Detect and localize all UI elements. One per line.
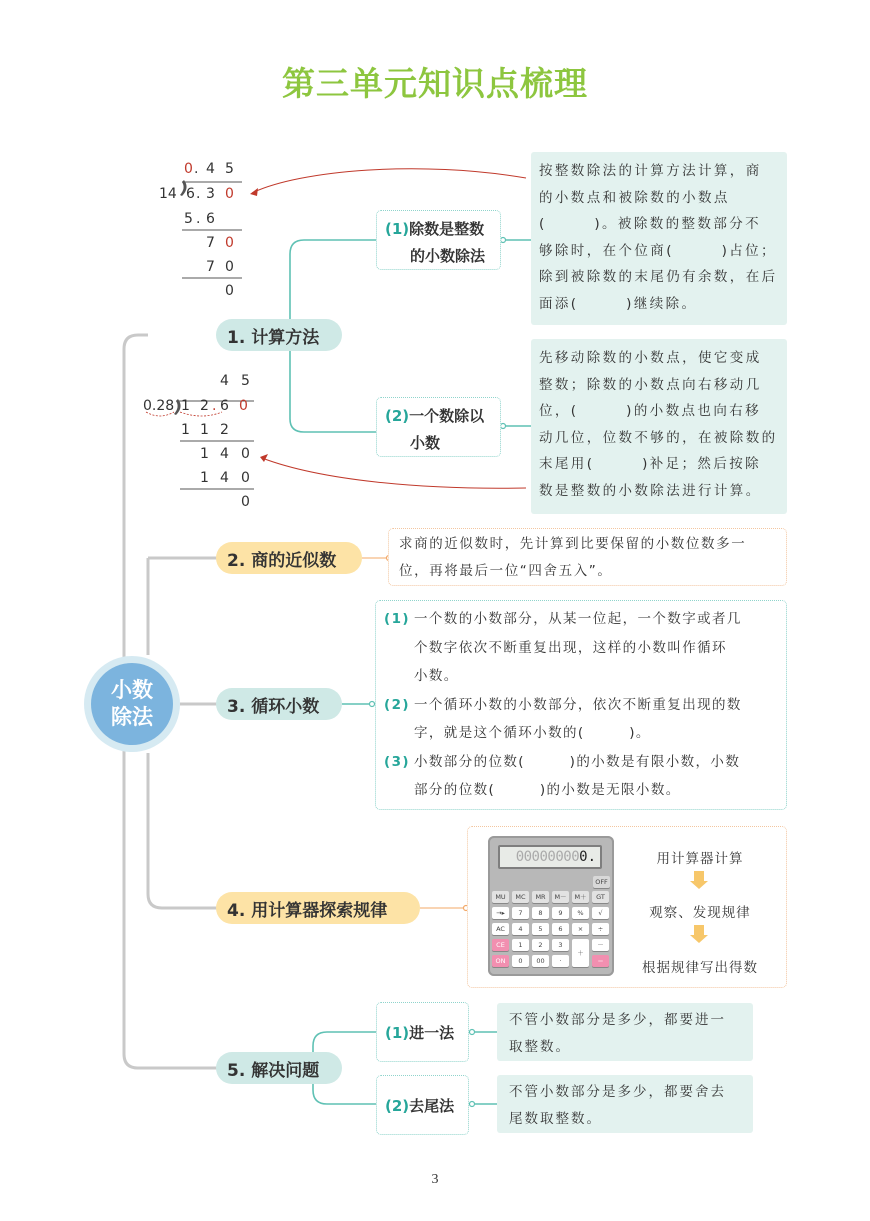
note-line: 按整数除法的计算方法计算，商 bbox=[539, 163, 762, 179]
calculator-key: GT bbox=[592, 891, 609, 903]
step-digit: 4 bbox=[220, 470, 229, 486]
item-line: 一个数的小数部分，从某一位起，一个数字或者几 bbox=[414, 611, 742, 627]
flow-step-2: 观察、发现规律 bbox=[649, 905, 751, 921]
calculator-box bbox=[467, 826, 787, 988]
down-arrow-icon bbox=[690, 881, 708, 889]
step-digit: 1 bbox=[200, 446, 209, 462]
calculator-key: MR bbox=[532, 891, 549, 903]
repeating-decimal-box bbox=[375, 600, 787, 810]
long-division-1 bbox=[150, 158, 260, 308]
dividend-digit: 0 bbox=[239, 398, 248, 414]
approx-quotient-box bbox=[388, 528, 787, 586]
note-divide-by-decimal bbox=[531, 339, 787, 514]
step-digit: 6 bbox=[206, 211, 215, 227]
repeating-item bbox=[384, 605, 780, 691]
branch-problem-solving: 5. 解决问题 bbox=[216, 1052, 342, 1084]
calculator-key: AC bbox=[492, 923, 509, 935]
dividend-digit: 2 bbox=[200, 398, 209, 414]
branch-repeating-decimal: 3. 循环小数 bbox=[216, 688, 342, 720]
note-line: 除到被除数的末尾仍有余数，在后 bbox=[539, 269, 778, 285]
calculator-key: 1 bbox=[512, 939, 529, 951]
repeating-item bbox=[384, 691, 780, 748]
sub-label-line2: 的小数除法 bbox=[410, 247, 486, 265]
note-line: 够除时，在个位商( )占位； bbox=[539, 242, 777, 259]
step-digit: 1 bbox=[200, 422, 209, 438]
display-value: 0. bbox=[579, 849, 596, 865]
sub-number: (2) bbox=[385, 407, 410, 425]
sub-label: 去尾法 bbox=[409, 1097, 455, 1115]
calculator-key: ON bbox=[492, 955, 509, 967]
sub-number: (2) bbox=[385, 1097, 410, 1115]
calculator-key: →▸ bbox=[492, 907, 509, 919]
step-digit: 7 bbox=[206, 235, 215, 251]
calculator-key: － bbox=[592, 939, 609, 951]
note-line: 动几位，位数不够的，在被除数的 bbox=[539, 429, 778, 446]
step-digit: 0 bbox=[225, 283, 234, 299]
page-number: 3 bbox=[431, 1172, 439, 1187]
calculator-key: M－ bbox=[552, 891, 569, 903]
calculator-key: 5 bbox=[532, 923, 549, 935]
divisor: 0.28 bbox=[143, 398, 175, 414]
calculator-key: 7 bbox=[512, 907, 529, 919]
calculator-key: 0 bbox=[512, 955, 529, 967]
branch-calculator-patterns: 4. 用计算器探索规律 bbox=[216, 892, 420, 924]
step-digit: 4 bbox=[220, 446, 229, 462]
calculator-key: ＝ bbox=[592, 955, 609, 967]
note-line: 尾数取整数。 bbox=[509, 1110, 602, 1127]
calculator-key: · bbox=[552, 955, 569, 967]
calculator-key: ＋ bbox=[572, 939, 589, 967]
quotient-digit: 0 bbox=[184, 161, 193, 177]
dividend-digit: . bbox=[196, 186, 201, 202]
note-line: ( )。被除数的整数部分不 bbox=[539, 216, 762, 232]
step-digit: 1 bbox=[200, 470, 209, 486]
dividend-digit: 6 bbox=[186, 186, 195, 202]
note-line: 位，( )的小数点也向右移 bbox=[539, 403, 762, 419]
flow-step-1: 用计算器计算 bbox=[656, 851, 744, 867]
dividend-digit: 0 bbox=[225, 186, 234, 202]
step-digit: 5 bbox=[184, 211, 193, 227]
item-line: 个数字依次不断重复出现，这样的小数叫作循环 bbox=[414, 639, 727, 656]
repeating-item bbox=[384, 748, 780, 805]
sub-round-up bbox=[376, 1002, 469, 1062]
dividend-digit: 1 bbox=[181, 398, 190, 414]
item-line: 小数。 bbox=[414, 668, 459, 684]
sub-number: (1) bbox=[385, 220, 410, 238]
sub-label: 进一法 bbox=[409, 1024, 455, 1042]
note-line: 先移动除数的小数点，使它变成 bbox=[539, 350, 762, 366]
note-line: 取整数。 bbox=[509, 1038, 571, 1055]
step-digit: 0 bbox=[225, 259, 234, 275]
note-line: 面添( )继续除。 bbox=[539, 295, 698, 312]
step-digit: 2 bbox=[220, 422, 229, 438]
dividend-digit: 3 bbox=[206, 186, 215, 202]
item-number: (2) bbox=[384, 696, 410, 713]
note-line: 末尾用( )补足；然后按除 bbox=[539, 456, 762, 472]
item-line: 部分的位数( )的小数是无限小数。 bbox=[414, 782, 681, 798]
calculator-illustration bbox=[488, 836, 614, 976]
display-ghost-digits: 00000000 bbox=[515, 849, 580, 865]
branch-calc-method: 1. 计算方法 bbox=[216, 319, 342, 351]
sub-divide-by-decimal bbox=[376, 397, 501, 457]
down-arrow-icon bbox=[690, 935, 708, 943]
step-digit: 7 bbox=[206, 259, 215, 275]
divisor: 14 bbox=[159, 186, 177, 202]
step-digit: 1 bbox=[181, 422, 190, 438]
note-line: 整数；除数的小数点向右移动几 bbox=[539, 376, 762, 393]
note-integer-divisor bbox=[531, 152, 787, 325]
step-digit: 0 bbox=[241, 494, 250, 510]
note-round-up bbox=[497, 1003, 753, 1061]
quotient-digit: 5 bbox=[225, 161, 234, 177]
calculator-key: 6 bbox=[552, 923, 569, 935]
branch-approx-quotient: 2. 商的近似数 bbox=[216, 542, 362, 574]
dividend-digit: . bbox=[212, 398, 217, 414]
page-title: 第三单元知识点梳理 bbox=[282, 64, 588, 103]
calculator-display bbox=[498, 845, 602, 869]
note-truncate bbox=[497, 1075, 753, 1133]
quotient-digit: 4 bbox=[220, 373, 229, 389]
quotient-digit: 4 bbox=[206, 161, 215, 177]
root-label-line1: 小数 bbox=[111, 678, 153, 702]
step-digit: 0 bbox=[225, 235, 234, 251]
calculator-key: 4 bbox=[512, 923, 529, 935]
item-number: (3) bbox=[384, 753, 410, 770]
calculator-key: 8 bbox=[532, 907, 549, 919]
calculator-key: % bbox=[572, 907, 589, 919]
sub-truncate bbox=[376, 1075, 469, 1135]
calculator-key: ÷ bbox=[592, 923, 609, 935]
quotient-digit: . bbox=[194, 161, 199, 177]
calculator-key: 9 bbox=[552, 907, 569, 919]
note-line: 不管小数部分是多少，都要进一 bbox=[509, 1012, 726, 1028]
approx-line: 求商的近似数时，先计算到比要保留的小数位数多一 bbox=[399, 536, 747, 552]
calculator-key: MC bbox=[512, 891, 529, 903]
calculator-key: 3 bbox=[552, 939, 569, 951]
flow-step-3: 根据规律写出得数 bbox=[642, 960, 758, 976]
item-line: 小数部分的位数( )的小数是有限小数，小数 bbox=[414, 753, 741, 770]
calculator-key: 2 bbox=[532, 939, 549, 951]
item-line: 字，就是这个循环小数的( )。 bbox=[414, 725, 651, 741]
note-line: 不管小数部分是多少，都要舍去 bbox=[509, 1084, 726, 1100]
item-line: 一个循环小数的小数部分，依次不断重复出现的数 bbox=[414, 696, 742, 713]
step-digit: . bbox=[196, 211, 201, 227]
root-label-line2: 除法 bbox=[111, 705, 153, 729]
approx-line: 位，再将最后一位“四舍五入”。 bbox=[399, 563, 613, 579]
root-node bbox=[84, 656, 180, 752]
key-off: OFF bbox=[593, 876, 610, 888]
calculator-key: M＋ bbox=[572, 891, 589, 903]
sub-integer-divisor bbox=[376, 210, 501, 270]
note-line: 的小数点和被除数的小数点 bbox=[539, 189, 730, 206]
dividend-digit: 6 bbox=[220, 398, 229, 414]
calculator-key: CE bbox=[492, 939, 509, 951]
calculator-key: √ bbox=[592, 907, 609, 919]
calculator-key: 00 bbox=[532, 955, 549, 967]
sub-label-line2: 小数 bbox=[410, 434, 441, 452]
note-line: 数是整数的小数除法进行计算。 bbox=[539, 482, 762, 499]
sub-label-line1: 除数是整数 bbox=[409, 220, 485, 238]
sub-number: (1) bbox=[385, 1024, 410, 1042]
sub-label-line1: 一个数除以 bbox=[409, 407, 485, 425]
step-digit: 0 bbox=[241, 446, 250, 462]
quotient-digit: 5 bbox=[241, 373, 250, 389]
step-digit: 0 bbox=[241, 470, 250, 486]
long-division-2 bbox=[140, 368, 260, 518]
calculator-key: × bbox=[572, 923, 589, 935]
item-number: (1) bbox=[384, 611, 410, 627]
calculator-key: MU bbox=[492, 891, 509, 903]
